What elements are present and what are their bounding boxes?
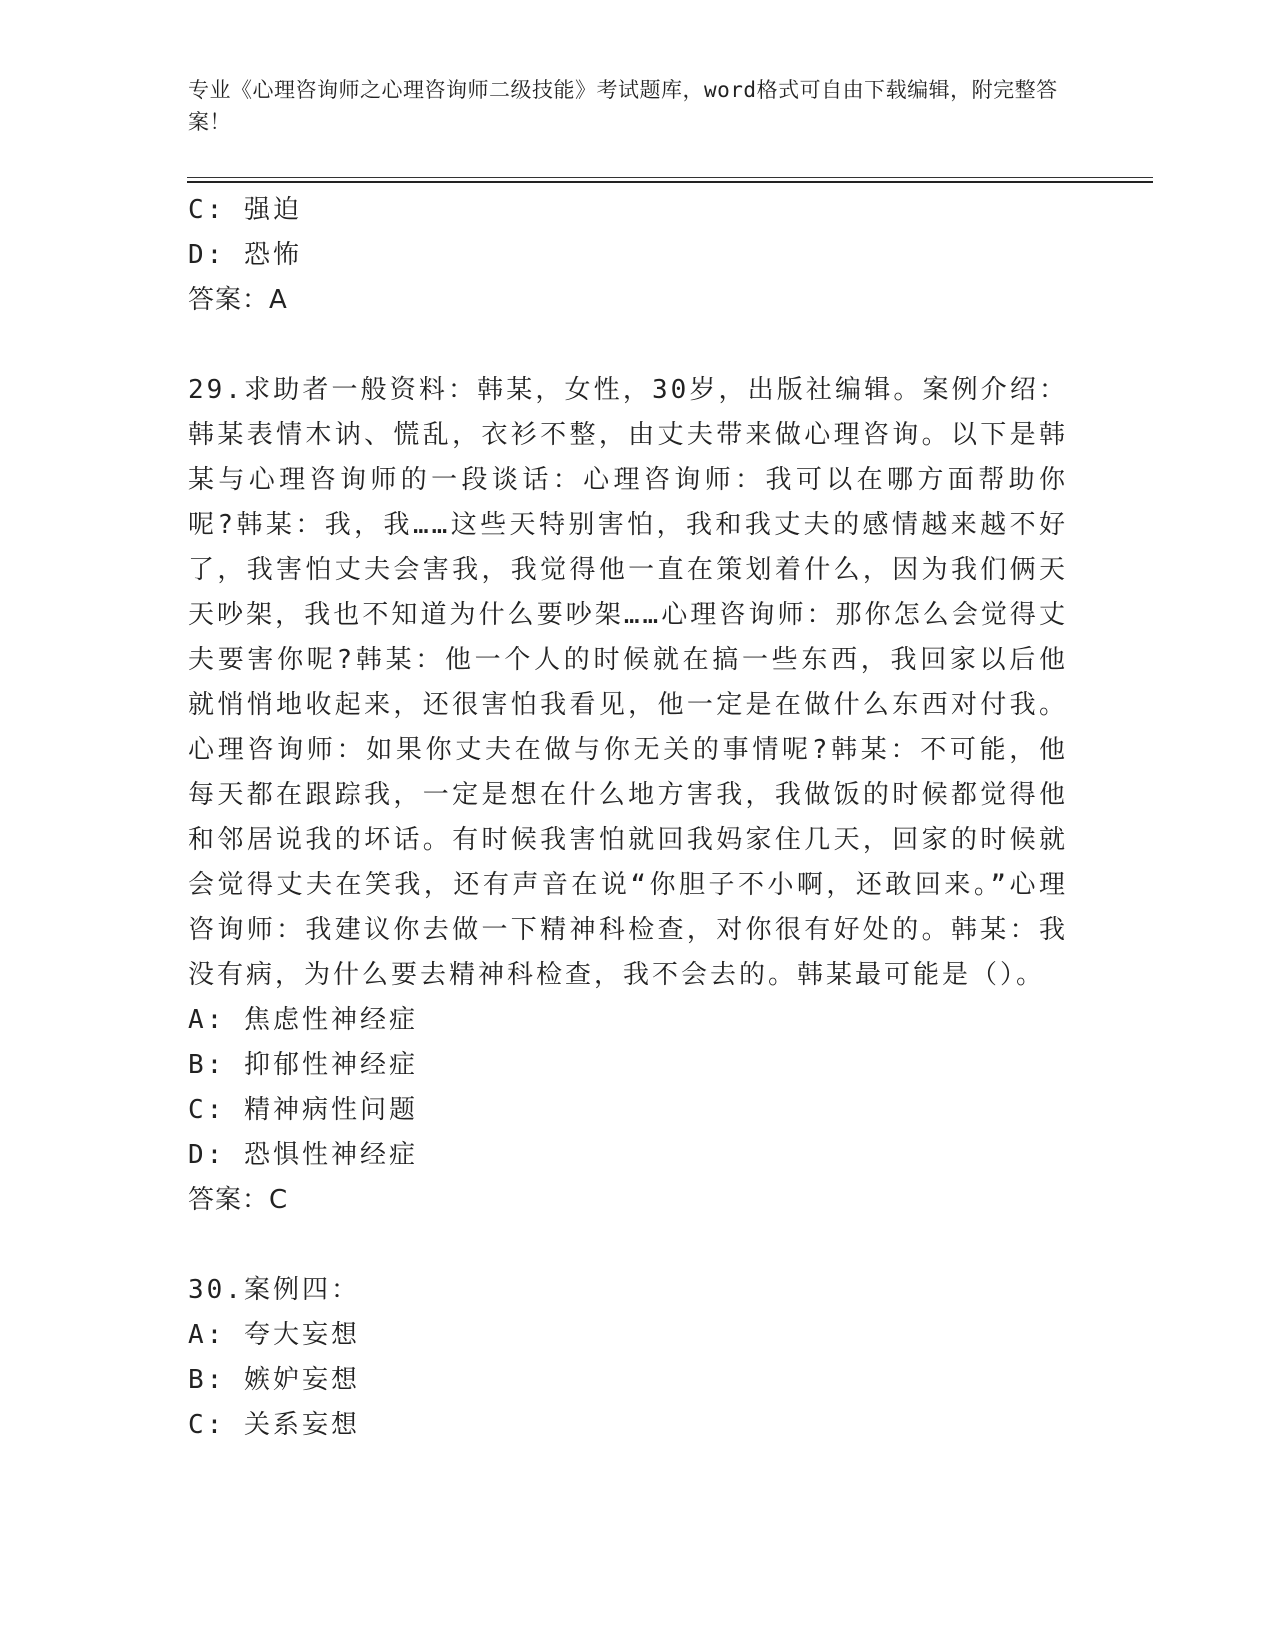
question-30-option-a: A: 夸大妄想 [188, 1320, 360, 1350]
question-30-option-c: C: 关系妄想 [188, 1410, 360, 1440]
question-29-option-d: D: 恐惧性神经症 [188, 1140, 418, 1170]
document-body [188, 188, 1088, 1448]
question-30-option-b: B: 嫉妒妄想 [188, 1365, 360, 1395]
question-29-option-b: B: 抑郁性神经症 [188, 1050, 418, 1080]
question-29-text: 29.求助者一般资料：韩某，女性，30岁，出版社编辑。案例介绍：韩某表情木讷、慌乱，衣衫不整，由丈夫带来做心理咨询。以下是韩某与心理咨询师的一段谈话：心理咨询师：我可以在哪方面帮助你呢?韩某：我，我……这些天特别害怕，我和我丈夫的感情越来越不好了，我害怕丈夫会害我，我觉得他一直在策划着什么，因为我们俩天天吵架，我也不知道为什么要吵架……心理咨询师：那你怎么会觉得丈夫要害你呢?韩某：他一个人的时候就在搞一些东西，我回家以后他就悄悄地收起来，还很害怕我看见，他一定是在做什么东西对付我。心理咨询师：如果你丈夫在做与你无关的事情呢?韩某：不可能，他每天都在跟踪我，一定是想在什么地方害我，我做饭的时候都觉得他和邻居说我的坏话。有时候我害怕就回我妈家住几天，回家的时候就会觉得丈夫在笑我，还有声音在说“你胆子不小啊，还敢回来。”心理咨询师：我建议你去做一下精神科检查，对你很有好处的。韩某：我没有病，为什么要去精神科检查，我不会去的。韩某最可能是（）。 [188, 375, 1068, 990]
option-d: D: 恐怖 [188, 240, 302, 270]
page-header: 专业《心理咨询师之心理咨询师二级技能》考试题库，word格式可自由下载编辑，附完整答案！ [188, 78, 1058, 134]
header-divider-thick [187, 181, 1153, 183]
question-29-option-a: A: 焦虑性神经症 [188, 1005, 418, 1035]
spacer [188, 1223, 1088, 1268]
answer-line: 答案：A [188, 285, 288, 315]
spacer [188, 323, 1088, 368]
question-30-text: 30.案例四： [188, 1275, 360, 1305]
question-29-answer: 答案：C [188, 1185, 289, 1215]
option-c: C: 强迫 [188, 195, 302, 225]
header-divider-thin [187, 177, 1153, 178]
question-29-option-c: C: 精神病性问题 [188, 1095, 418, 1125]
